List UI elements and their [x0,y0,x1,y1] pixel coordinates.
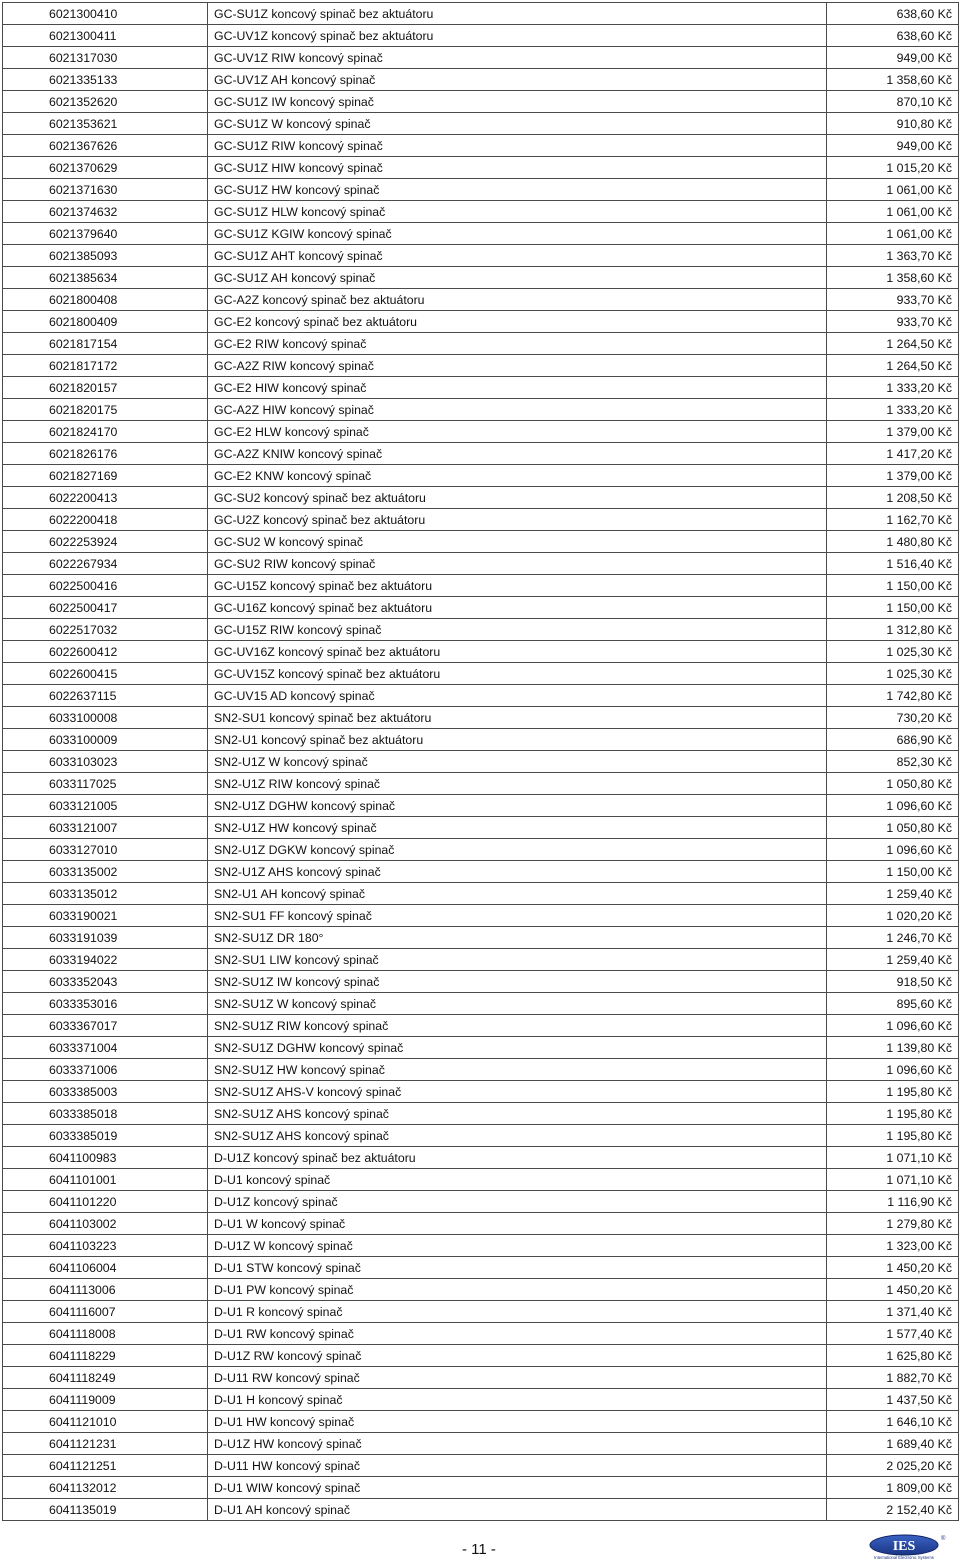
table-row [3,3,959,25]
product-code: 6033385019 [3,1125,208,1147]
product-code: 6041118008 [3,1323,208,1345]
table-row [3,289,959,311]
product-price: 1 259,40 Kč [827,883,959,905]
product-description: GC-U2Z koncový spinač bez aktuátoru [208,509,827,531]
product-code: 6021827169 [3,465,208,487]
table-row [3,1103,959,1125]
product-description: GC-SU2 W koncový spinač [208,531,827,553]
product-description: GC-SU1Z HW koncový spinač [208,179,827,201]
table-row [3,399,959,421]
product-price: 1 195,80 Kč [827,1081,959,1103]
table-row [3,1037,959,1059]
product-price: 1 050,80 Kč [827,817,959,839]
product-code: 6041118229 [3,1345,208,1367]
table-row [3,69,959,91]
product-code: 6041118249 [3,1367,208,1389]
product-price: 918,50 Kč [827,971,959,993]
product-price: 1 450,20 Kč [827,1257,959,1279]
product-description: SN2-SU1Z HW koncový spinač [208,1059,827,1081]
table-row [3,135,959,157]
table-row [3,223,959,245]
product-code: 6033352043 [3,971,208,993]
product-code: 6033371004 [3,1037,208,1059]
table-row [3,839,959,861]
product-description: GC-UV1Z RIW koncový spinač [208,47,827,69]
product-description: D-U1Z koncový spinač bez aktuátoru [208,1147,827,1169]
table-row [3,1367,959,1389]
table-row [3,993,959,1015]
product-price: 933,70 Kč [827,311,959,333]
product-price: 1 323,00 Kč [827,1235,959,1257]
product-description: D-U1 W koncový spinač [208,1213,827,1235]
product-price: 1 050,80 Kč [827,773,959,795]
product-code: 6021300410 [3,3,208,25]
product-code: 6022267934 [3,553,208,575]
product-price: 686,90 Kč [827,729,959,751]
product-price: 895,60 Kč [827,993,959,1015]
table-row [3,685,959,707]
product-price: 1 646,10 Kč [827,1411,959,1433]
table-row [3,575,959,597]
product-code: 6022637115 [3,685,208,707]
product-description: SN2-U1Z RIW koncový spinač [208,773,827,795]
table-row [3,905,959,927]
product-description: SN2-U1Z DGHW koncový spinač [208,795,827,817]
table-row [3,1147,959,1169]
product-price: 1 264,50 Kč [827,355,959,377]
table-row [3,157,959,179]
product-price: 1 116,90 Kč [827,1191,959,1213]
product-price: 638,60 Kč [827,3,959,25]
product-price: 1 020,20 Kč [827,905,959,927]
table-row [3,1257,959,1279]
product-code: 6021367626 [3,135,208,157]
product-code: 6022600415 [3,663,208,685]
product-price: 1 208,50 Kč [827,487,959,509]
product-code: 6021820175 [3,399,208,421]
table-row [3,267,959,289]
table-row [3,311,959,333]
product-description: D-U1 koncový spinač [208,1169,827,1191]
product-code: 6021385093 [3,245,208,267]
product-code: 6041135019 [3,1499,208,1521]
product-description: GC-E2 koncový spinač bez aktuátoru [208,311,827,333]
table-row [3,553,959,575]
product-description: GC-SU1Z KGIW koncový spinač [208,223,827,245]
table-row [3,861,959,883]
product-code: 6033367017 [3,1015,208,1037]
table-row [3,113,959,135]
product-price: 1 358,60 Kč [827,69,959,91]
product-description: GC-UV1Z AH koncový spinač [208,69,827,91]
table-row [3,795,959,817]
table-row [3,927,959,949]
product-code: 6033135002 [3,861,208,883]
product-price: 1 480,80 Kč [827,531,959,553]
price-list-body [3,3,959,1521]
product-code: 6022253924 [3,531,208,553]
logo-tagline: International Electronic Systems [874,1555,934,1560]
product-description: GC-SU1Z W koncový spinač [208,113,827,135]
product-price: 870,10 Kč [827,91,959,113]
product-description: GC-SU2 koncový spinač bez aktuátoru [208,487,827,509]
product-code: 6022200413 [3,487,208,509]
table-row [3,91,959,113]
product-code: 6041121010 [3,1411,208,1433]
product-price: 1 096,60 Kč [827,795,959,817]
product-price: 1 363,70 Kč [827,245,959,267]
product-description: D-U1 AH koncový spinač [208,1499,827,1521]
product-description: GC-A2Z KNIW koncový spinač [208,443,827,465]
table-row [3,1213,959,1235]
table-row [3,25,959,47]
product-code: 6021352620 [3,91,208,113]
product-code: 6021824170 [3,421,208,443]
product-description: SN2-SU1Z AHS koncový spinač [208,1103,827,1125]
product-price: 1 061,00 Kč [827,223,959,245]
table-row [3,333,959,355]
product-description: SN2-U1Z HW koncový spinač [208,817,827,839]
product-code: 6021800408 [3,289,208,311]
product-price: 2 025,20 Kč [827,1455,959,1477]
product-code: 6041132012 [3,1477,208,1499]
table-row [3,245,959,267]
product-code: 6021370629 [3,157,208,179]
product-description: SN2-SU1Z DGHW koncový spinač [208,1037,827,1059]
product-description: GC-SU1Z HLW koncový spinač [208,201,827,223]
table-row [3,971,959,993]
product-description: SN2-SU1Z W koncový spinač [208,993,827,1015]
product-price: 1 150,00 Kč [827,575,959,597]
product-price: 1 139,80 Kč [827,1037,959,1059]
product-code: 6033135012 [3,883,208,905]
table-row [3,1169,959,1191]
table-row [3,949,959,971]
product-code: 6021371630 [3,179,208,201]
product-description: SN2-U1Z W koncový spinač [208,751,827,773]
product-price: 1 025,30 Kč [827,663,959,685]
table-row [3,1059,959,1081]
product-description: GC-E2 HIW koncový spinač [208,377,827,399]
table-row [3,1499,959,1521]
product-price: 1 195,80 Kč [827,1103,959,1125]
product-price: 1 689,40 Kč [827,1433,959,1455]
product-description: SN2-SU1Z DR 180° [208,927,827,949]
product-code: 6021300411 [3,25,208,47]
product-price: 1 358,60 Kč [827,267,959,289]
product-code: 6022200418 [3,509,208,531]
product-code: 6033190021 [3,905,208,927]
product-price: 1 061,00 Kč [827,179,959,201]
product-description: GC-UV16Z koncový spinač bez aktuátoru [208,641,827,663]
table-row [3,1191,959,1213]
product-code: 6021353621 [3,113,208,135]
table-row [3,619,959,641]
product-price: 1 371,40 Kč [827,1301,959,1323]
table-row [3,509,959,531]
product-price: 1 071,10 Kč [827,1169,959,1191]
logo-text: IES [892,1539,916,1554]
table-row [3,1125,959,1147]
table-row [3,817,959,839]
product-code: 6041101220 [3,1191,208,1213]
product-description: GC-A2Z RIW koncový spinač [208,355,827,377]
product-code: 6021820157 [3,377,208,399]
product-description: GC-UV15Z koncový spinač bez aktuátoru [208,663,827,685]
product-code: 6033121007 [3,817,208,839]
table-row [3,1081,959,1103]
product-description: D-U11 HW koncový spinač [208,1455,827,1477]
product-description: D-U1 HW koncový spinač [208,1411,827,1433]
product-description: GC-SU1Z HIW koncový spinač [208,157,827,179]
product-description: GC-SU1Z RIW koncový spinač [208,135,827,157]
product-price: 1 259,40 Kč [827,949,959,971]
product-price: 1 096,60 Kč [827,839,959,861]
product-description: GC-U15Z RIW koncový spinač [208,619,827,641]
product-code: 6021800409 [3,311,208,333]
table-row [3,1301,959,1323]
table-row [3,1433,959,1455]
product-code: 6033100008 [3,707,208,729]
table-row [3,487,959,509]
product-code: 6021817154 [3,333,208,355]
product-code: 6033385018 [3,1103,208,1125]
product-price: 1 015,20 Kč [827,157,959,179]
product-code: 6033353016 [3,993,208,1015]
product-description: SN2-SU1 LIW koncový spinač [208,949,827,971]
table-row [3,1455,959,1477]
product-price: 1 417,20 Kč [827,443,959,465]
product-code: 6021379640 [3,223,208,245]
product-code: 6033385003 [3,1081,208,1103]
product-code: 6021385634 [3,267,208,289]
table-row [3,201,959,223]
table-row [3,1279,959,1301]
product-price: 1 150,00 Kč [827,597,959,619]
table-row [3,531,959,553]
product-price: 949,00 Kč [827,135,959,157]
table-row [3,883,959,905]
product-price: 1 516,40 Kč [827,553,959,575]
product-code: 6022500416 [3,575,208,597]
product-description: GC-UV15 AD koncový spinač [208,685,827,707]
product-description: SN2-SU1Z AHS-V koncový spinač [208,1081,827,1103]
product-code: 6033194022 [3,949,208,971]
product-description: GC-SU1Z IW koncový spinač [208,91,827,113]
product-description: SN2-U1Z AHS koncový spinač [208,861,827,883]
product-description: D-U11 RW koncový spinač [208,1367,827,1389]
product-description: D-U1Z W koncový spinač [208,1235,827,1257]
table-row [3,1477,959,1499]
table-row [3,773,959,795]
product-description: D-U1 PW koncový spinač [208,1279,827,1301]
product-price: 2 152,40 Kč [827,1499,959,1521]
product-description: SN2-U1 AH koncový spinač [208,883,827,905]
table-row [3,751,959,773]
product-code: 6041100983 [3,1147,208,1169]
product-code: 6033191039 [3,927,208,949]
product-price: 1 333,20 Kč [827,399,959,421]
product-description: D-U1Z RW koncový spinač [208,1345,827,1367]
product-description: GC-SU1Z koncový spinač bez aktuátoru [208,3,827,25]
table-row [3,465,959,487]
product-code: 6041106004 [3,1257,208,1279]
product-price: 638,60 Kč [827,25,959,47]
table-row [3,421,959,443]
product-code: 6041121251 [3,1455,208,1477]
product-code: 6021817172 [3,355,208,377]
table-row [3,443,959,465]
product-description: D-U1 WIW koncový spinač [208,1477,827,1499]
product-description: GC-E2 KNW koncový spinač [208,465,827,487]
product-description: SN2-SU1Z IW koncový spinač [208,971,827,993]
product-price: 1 096,60 Kč [827,1015,959,1037]
product-price: 1 279,80 Kč [827,1213,959,1235]
page-number: - 11 - [462,1541,496,1558]
product-description: SN2-U1 koncový spinač bez aktuátoru [208,729,827,751]
product-price: 1 577,40 Kč [827,1323,959,1345]
product-price: 1 312,80 Kč [827,619,959,641]
product-description: D-U1 H koncový spinač [208,1389,827,1411]
product-description: D-U1 R koncový spinač [208,1301,827,1323]
product-code: 6041119009 [3,1389,208,1411]
product-code: 6033121005 [3,795,208,817]
product-price: 1 150,00 Kč [827,861,959,883]
product-price: 1 246,70 Kč [827,927,959,949]
product-price: 1 450,20 Kč [827,1279,959,1301]
product-code: 6033371006 [3,1059,208,1081]
product-price: 1 379,00 Kč [827,421,959,443]
product-price: 1 162,70 Kč [827,509,959,531]
product-description: SN2-SU1Z AHS koncový spinač [208,1125,827,1147]
product-code: 6041116007 [3,1301,208,1323]
product-code: 6033103023 [3,751,208,773]
product-code: 6022500417 [3,597,208,619]
product-price: 1 379,00 Kč [827,465,959,487]
product-price: 1 025,30 Kč [827,641,959,663]
product-description: GC-E2 HLW koncový spinač [208,421,827,443]
product-code: 6041101001 [3,1169,208,1191]
product-price: 1 625,80 Kč [827,1345,959,1367]
product-description: D-U1Z koncový spinač [208,1191,827,1213]
product-price: 1 742,80 Kč [827,685,959,707]
product-code: 6041113006 [3,1279,208,1301]
product-description: GC-E2 RIW koncový spinač [208,333,827,355]
product-code: 6041121231 [3,1433,208,1455]
table-row [3,1389,959,1411]
product-price: 1 882,70 Kč [827,1367,959,1389]
product-price: 1 264,50 Kč [827,333,959,355]
table-row [3,597,959,619]
product-price: 852,30 Kč [827,751,959,773]
product-description: GC-A2Z koncový spinač bez aktuátoru [208,289,827,311]
table-row [3,1345,959,1367]
product-description: D-U1Z HW koncový spinač [208,1433,827,1455]
product-code: 6033117025 [3,773,208,795]
product-code: 6022517032 [3,619,208,641]
product-price: 933,70 Kč [827,289,959,311]
product-code: 6022600412 [3,641,208,663]
product-description: GC-U16Z koncový spinač bez aktuátoru [208,597,827,619]
product-price: 1 437,50 Kč [827,1389,959,1411]
product-description: D-U1 STW koncový spinač [208,1257,827,1279]
product-code: 6021374632 [3,201,208,223]
table-row [3,377,959,399]
product-code: 6041103223 [3,1235,208,1257]
product-price: 1 195,80 Kč [827,1125,959,1147]
table-row [3,1235,959,1257]
product-price: 949,00 Kč [827,47,959,69]
price-list-table [2,2,959,1521]
logo-registered-mark: ® [941,1536,946,1542]
product-price: 1 071,10 Kč [827,1147,959,1169]
product-description: GC-SU2 RIW koncový spinač [208,553,827,575]
product-price: 730,20 Kč [827,707,959,729]
table-row [3,641,959,663]
table-row [3,729,959,751]
product-description: SN2-U1Z DGKW koncový spinač [208,839,827,861]
product-description: SN2-SU1Z RIW koncový spinač [208,1015,827,1037]
table-row [3,1411,959,1433]
product-price: 1 061,00 Kč [827,201,959,223]
product-code: 6033127010 [3,839,208,861]
product-description: GC-SU1Z AH koncový spinač [208,267,827,289]
product-code: 6021317030 [3,47,208,69]
table-row [3,355,959,377]
product-code: 6033100009 [3,729,208,751]
product-code: 6021826176 [3,443,208,465]
product-description: GC-U15Z koncový spinač bez aktuátoru [208,575,827,597]
product-description: SN2-SU1 FF koncový spinač [208,905,827,927]
product-price: 1 096,60 Kč [827,1059,959,1081]
ies-logo [868,1534,946,1560]
product-price: 1 809,00 Kč [827,1477,959,1499]
product-code: 6041103002 [3,1213,208,1235]
product-description: D-U1 RW koncový spinač [208,1323,827,1345]
product-description: GC-A2Z HIW koncový spinač [208,399,827,421]
table-row [3,663,959,685]
product-price: 1 333,20 Kč [827,377,959,399]
table-row [3,47,959,69]
table-row [3,1323,959,1345]
product-code: 6021335133 [3,69,208,91]
table-row [3,707,959,729]
table-row [3,1015,959,1037]
table-row [3,179,959,201]
product-description: GC-SU1Z AHT koncový spinač [208,245,827,267]
product-description: SN2-SU1 koncový spinač bez aktuátoru [208,707,827,729]
product-price: 910,80 Kč [827,113,959,135]
product-description: GC-UV1Z koncový spinač bez aktuátoru [208,25,827,47]
